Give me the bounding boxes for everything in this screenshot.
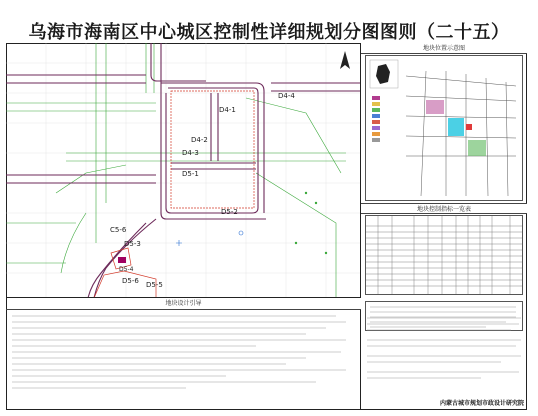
parcel-label: D4-4 [278,92,295,100]
parcel-label: D5-5 [146,281,163,289]
parcel-label: D5-4 [119,266,134,273]
parcel-label: D5-1 [182,170,199,178]
facility-building [118,257,126,263]
design-guide-left [6,310,361,410]
sheet-title: 乌海市海南区中心城区控制性详细规划分图图则（二十五） [28,22,510,43]
design-guide-title: 地块设计引导 [6,298,361,310]
parcel-label: D4-1 [219,106,236,114]
location-map [365,55,523,201]
parcel-label: D5-2 [221,208,238,216]
parcel-label: D5-3 [124,240,141,248]
location-map-title: 地块位置示意图 [361,43,527,54]
guide-text-lines [6,310,356,396]
control-index-grid [366,216,522,294]
parcel-label: D5-6 [122,277,139,285]
parcel-label: D4-2 [191,136,208,144]
institute-footer: 内蒙古城市规划市政设计研究院 [439,400,524,407]
index-table-title: 地块控制指标一览表 [361,203,527,214]
north-arrow-icon [338,51,352,73]
guide-right-lines [361,298,527,394]
parcel-label: D4-3 [182,149,199,157]
plan-map [6,43,361,298]
control-index-table [365,215,523,295]
design-guide-right [361,298,527,398]
parcel-label: C5-6 [110,226,127,234]
location-map-drawing [366,56,522,200]
